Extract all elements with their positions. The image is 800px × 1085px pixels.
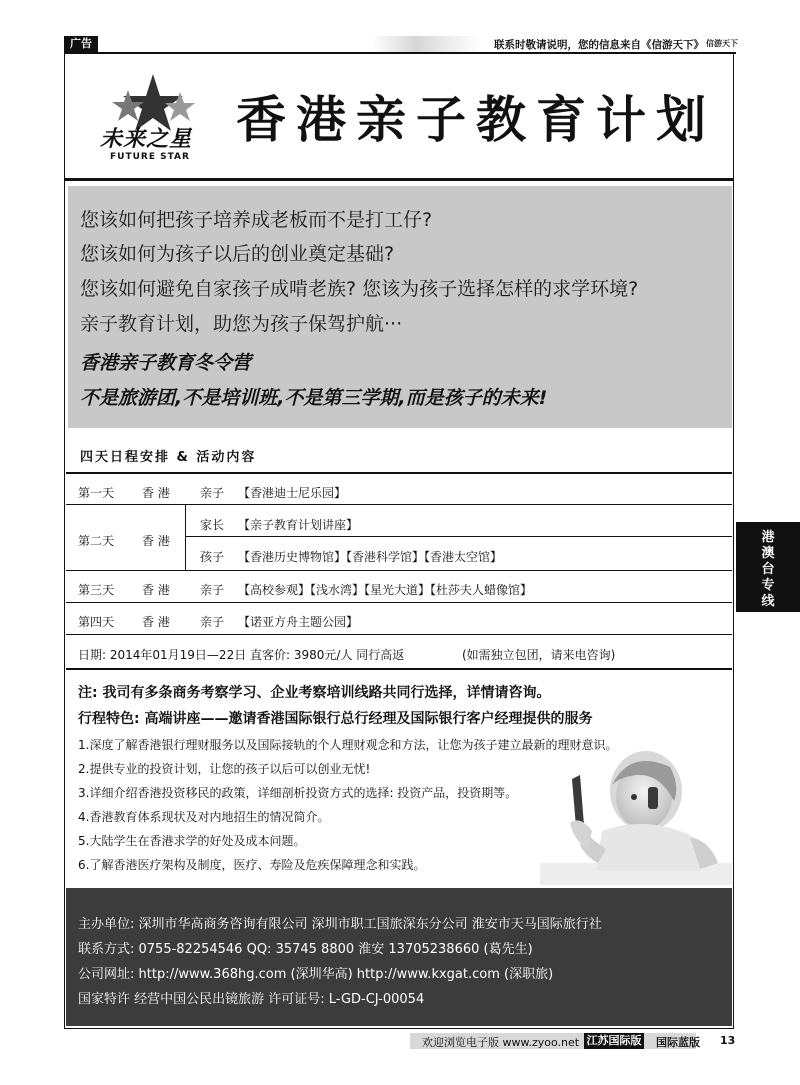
brand-name-en: FUTURE STAR: [110, 152, 190, 162]
row-divider: [66, 602, 732, 603]
side-tab-char: 港: [761, 530, 775, 545]
header-rule: [64, 178, 734, 181]
license-line: 国家特许 经营中国公民出镜旅游 许可证号: L-GD-CJ-00054: [78, 992, 425, 1007]
row-divider: [66, 570, 732, 571]
schedule-rule: [66, 668, 732, 670]
day-label: 第二天: [78, 534, 115, 548]
website-link[interactable]: 欢迎浏览电子版 www.zyoo.net: [422, 1036, 580, 1049]
city-label: 香 港: [142, 486, 170, 500]
city-label: 香 港: [142, 615, 170, 629]
intro-question: 您该如何避免自家孩子成啃老族? 您该为孩子选择怎样的求学环境?: [80, 278, 639, 300]
activity-content: 【香港历史博物馆】【香港科学馆】【香港太空馆】: [238, 550, 503, 564]
side-section-tab: [736, 522, 800, 612]
publication-logo: 信游天下: [706, 39, 738, 48]
side-tab-char: 澳: [761, 546, 775, 561]
side-tab-char: 线: [761, 594, 775, 609]
ad-tag: 广告: [64, 36, 98, 52]
intro-question: 您该如何为孩子以后的创业奠定基础?: [80, 243, 395, 265]
activity-content: 【亲子教育计划讲座】: [238, 518, 359, 532]
itinerary-feature: 行程特色: 高端讲座——邀请香港国际银行总行经理及国际银行客户经理提供的服务: [78, 711, 593, 727]
date-note: (如需独立包团，请来电咨询): [462, 648, 616, 662]
day-label: 第四天: [78, 615, 115, 629]
child-photo: [540, 745, 732, 885]
feature-item: 5.大陆学生在香港求学的好处及成本问题。: [78, 834, 306, 848]
page-title: 香港亲子教育计划: [236, 90, 716, 149]
row-divider: [186, 536, 732, 537]
activity-content: 【香港迪士尼乐园】: [238, 486, 347, 500]
page-number: 13: [720, 1034, 736, 1047]
intro-question: 您该如何把孩子培养成老板而不是打工仔?: [80, 209, 433, 231]
date-price: 日期: 2014年01月19日—22日 直客价: 3980元/人 同行高返: [78, 648, 405, 662]
participant-label: 孩子: [200, 550, 225, 564]
participant-label: 亲子: [200, 615, 225, 629]
contact-line: 联系方式: 0755-82254546 QQ: 35745 8800 淮安 13705238660 (葛先生): [78, 942, 533, 957]
city-label: 香 港: [142, 583, 170, 597]
row-divider: [66, 504, 732, 505]
activity-content: 【诺亚方舟主题公园】: [238, 615, 359, 629]
participant-label: 亲子: [200, 486, 225, 500]
feature-item: 1.深度了解香港银行理财服务以及国际接轨的个人理财观念和方法，让您为孩子建立最新的理财意识。: [78, 738, 618, 752]
brand-name: 未来之星: [100, 127, 193, 152]
feature-item: 3.详细介绍香港投资移民的政策，详细剖析投资方式的选择: 投资产品，投资期等。: [78, 786, 518, 800]
section-name: 国际蓝版: [656, 1036, 700, 1049]
feature-item: 2.提供专业的投资计划，让您的孩子以后可以创业无忧!: [78, 762, 371, 776]
feature-item: 4.香港教育体系现状及对内地招生的情况简介。: [78, 810, 330, 824]
column-divider: [185, 504, 186, 570]
participant-label: 亲子: [200, 583, 225, 597]
city-label: 香 港: [142, 534, 170, 548]
schedule-rule: [66, 472, 732, 474]
side-tab-char: 专: [761, 578, 775, 593]
camp-tagline: 不是旅游团,不是培训班,不是第三学期,而是孩子的未来!: [80, 387, 548, 409]
camp-slogan: 香港亲子教育冬令营: [80, 352, 252, 374]
feature-item: 6.了解香港医疗架构及制度，医疗、寿险及危疾保障理念和实践。: [78, 858, 426, 872]
side-tab-char: 台: [761, 562, 775, 577]
row-divider: [66, 634, 732, 635]
schedule-title: 四天日程安排 & 活动内容: [80, 450, 257, 465]
course-note: 注: 我司有多条商务考察学习、企业考察培训线路共同行选择，详情请咨询。: [78, 685, 551, 701]
day-label: 第三天: [78, 583, 115, 597]
source-note: 联系时敬请说明，您的信息来自《信游天下》: [494, 39, 704, 51]
website-line: 公司网址: http://www.368hg.com (深圳华高) http://www.kxgat.com (深职旅): [78, 967, 554, 982]
edition-badge: 江苏国际版: [584, 1033, 644, 1049]
organizer-line: 主办单位: 深圳市华高商务咨询有限公司 深圳市职工国旅深东分公司 淮安市天马国际旅行社: [78, 917, 602, 932]
intro-question: 亲子教育计划，助您为孩子保驾护航···: [80, 313, 403, 335]
day-label: 第一天: [78, 486, 115, 500]
participant-label: 家长: [200, 518, 225, 532]
activity-content: 【高校参观】【浅水湾】【星光大道】【杜莎夫人蜡像馆】: [238, 583, 533, 597]
